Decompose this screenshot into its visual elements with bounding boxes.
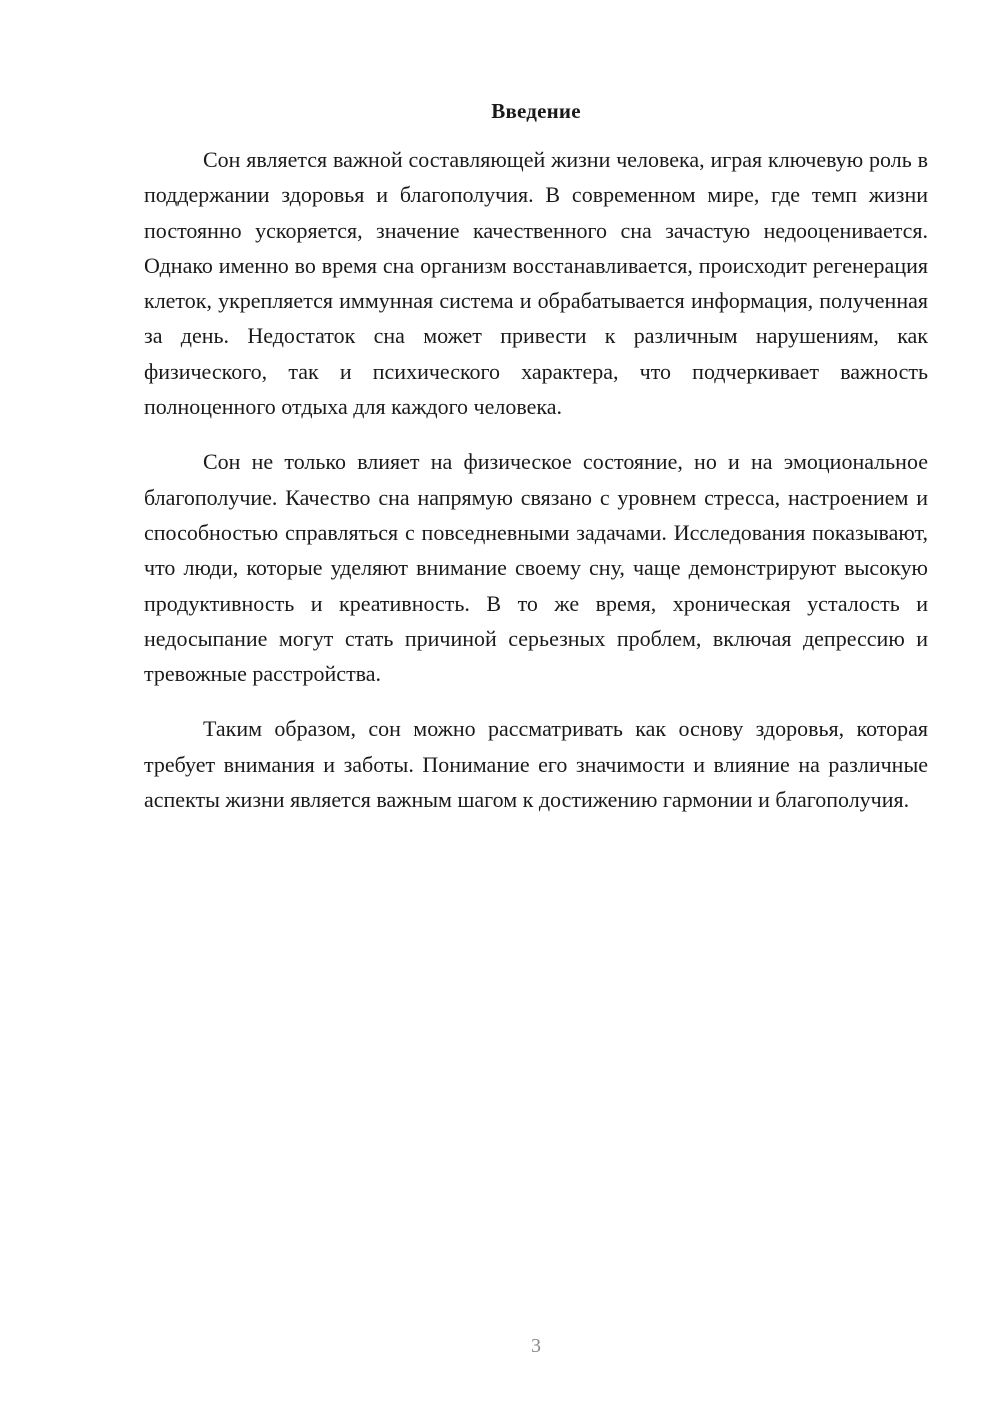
- paragraph-1: Сон является важной составляющей жизни человека, играя ключевую роль в поддержании здоровья и благополучия. В современном мире, где темп жизни постоянно ускоряется, значение качественного сна зачастую недооценивается. Однако именно во время сна организм восстанавливается, происходит регенерация клеток, укрепляется иммунная система и обрабатывается информация, полученная за день. Недостаток сна может привести к различным нарушениям, как физического, так и психического характера, что подчеркивает важность полноценного отдыха для каждого человека.: [144, 147, 928, 420]
- section-heading: Введение: [491, 99, 581, 123]
- paragraph-3: Таким образом, сон можно рассматривать как основу здоровья, которая требует внимания и заботы. Понимание его значимости и влияние на различные аспекты жизни является важным шагом к достижению гармонии и благополучия.: [144, 716, 928, 813]
- paragraph-2: Сон не только влияет на физическое состояние, но и на эмоциональное благополучие. Качество сна напрямую связано с уровнем стресса, настроением и способностью справляться с повседневными задачами. Исследования показывают, что люди, которые уделяют внимание своему сну, чаще демонстрируют высокую продуктивность и креативность. В то же время, хроническая усталость и недосыпание могут стать причиной серьезных проблем, включая депрессию и тревожные расстройства.: [144, 449, 928, 687]
- body-text: [144, 142, 928, 837]
- page-number: 3: [531, 1335, 541, 1357]
